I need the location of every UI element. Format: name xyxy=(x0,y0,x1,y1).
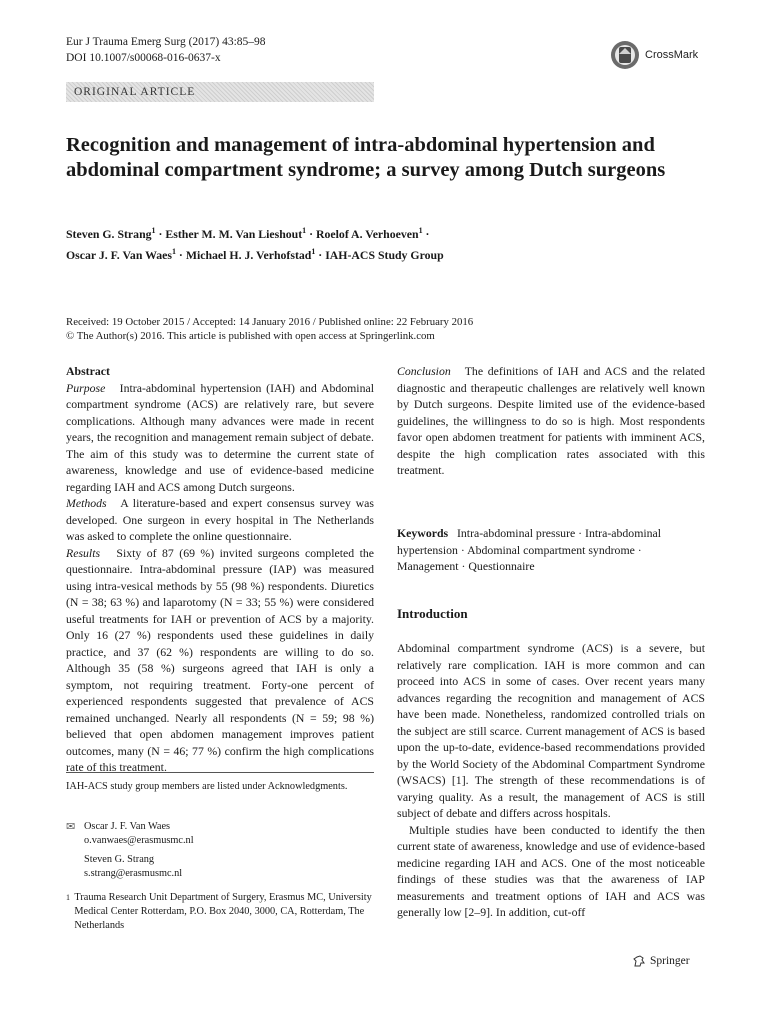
keywords xyxy=(397,525,705,575)
keywords-text: Intra-abdominal pressure · Intra-abdominal hypertension · Abdominal compartment syndrome · Management · Questionnaire xyxy=(397,526,662,573)
author-separator: · xyxy=(175,247,186,262)
methods-label: Methods xyxy=(66,496,107,510)
author-list xyxy=(66,222,706,264)
dates-line: Received: 19 October 2015 / Accepted: 14 January 2016 / Published online: 22 February 2016 xyxy=(66,316,474,328)
abstract-left-column xyxy=(66,363,374,774)
author-line-2 xyxy=(66,243,706,264)
author-line-1 xyxy=(66,222,706,243)
publisher-name: Springer xyxy=(650,955,690,967)
intro-paragraph-1: Abdominal compartment syndrome (ACS) is a severe, but relatively rare complication. IAH is more common and can proceed into ACS in some of cases. Over recent years many advances regarding the recognition and management of ACS have been made. Nonetheless, randomized controlled trials on the subject are still scarce. Current management of ACS is based upon the up-to-date, evidence-based recommendations provided by the World Society of the Abdominal Compartment Syndrome (WSACS) [1]. The strength of these recommendations is of varying quality. As a result, the management of ACS is still subject of debate and differs across hospitals. xyxy=(397,641,705,820)
footnote-divider xyxy=(66,772,374,773)
springer-horse-icon xyxy=(632,954,646,968)
article-type-banner: ORIGINAL ARTICLE xyxy=(66,82,374,102)
author-name[interactable]: Oscar J. F. Van Waes xyxy=(66,247,172,262)
author-separator: · xyxy=(155,226,166,241)
conclusion-label: Conclusion xyxy=(397,364,451,378)
author-name[interactable]: Esther M. M. Van Lieshout xyxy=(165,226,303,241)
study-group-note: IAH-ACS study group members are listed under Acknowledgments. xyxy=(66,781,348,792)
introduction-heading: Introduction xyxy=(397,606,468,621)
abstract-methods xyxy=(66,495,374,545)
intro-paragraph-2: Multiple studies have been conducted to identify the then current state of awareness, knowledge and use of evidence-based medicine regarding IAH and ACS. One of the most noticeable findings of these studies was that the awareness of IAP measurements and treatment options of IAH and ACS was generally low [2–9]. In addition, cut-off xyxy=(397,822,705,919)
author-name[interactable]: Michael H. J. Verhofstad xyxy=(185,247,312,262)
corresponding-author-1 xyxy=(66,820,374,834)
affiliation xyxy=(66,891,374,933)
author-name[interactable]: Roelof A. Verhoeven xyxy=(316,226,419,241)
publication-dates xyxy=(66,315,706,343)
introduction-body xyxy=(397,640,705,921)
author-separator: · xyxy=(422,226,430,241)
crossmark-icon xyxy=(610,40,640,70)
license-line: © The Author(s) 2016. This article is published with open access at Springerlink.com xyxy=(66,330,435,342)
abstract-heading: Abstract xyxy=(66,364,110,378)
correspondence-block xyxy=(66,820,374,881)
abstract-purpose xyxy=(66,380,374,496)
journal-citation: Eur J Trauma Emerg Surg (2017) 43:85–98 xyxy=(66,36,266,48)
author-name[interactable]: Steven G. Strang xyxy=(66,226,152,241)
author-name[interactable]: IAH-ACS Study Group xyxy=(325,247,444,262)
author-affil-sup: 1 xyxy=(151,226,156,235)
corr-name: Steven G. Strang xyxy=(84,854,155,865)
affil-text: Trauma Research Unit Department of Surgery, Erasmus MC, University Medical Center Rotterdam, P.O. Box 2040, 3000, CA, Rotterdam, The Netherlands xyxy=(74,892,372,931)
crossmark-badge[interactable] xyxy=(610,40,698,70)
abstract-conclusion xyxy=(397,363,705,479)
results-text: Sixty of 87 (69 %) invited surgeons completed the questionnaire. Intra-abdominal pressure (IAP) was measured using intra-vesical methods by 55 (98 %) respondents. Diuretics (N = 38; 63 %) and laparotomy (N = 33; 55 %) were considered useful treatments for IAH or prevention of ACS by a majority. Only 16 (27 %) respondents used these guidelines in daily practice, and 37 (62 %) respondents are willing to do so. Although 35 (58 %) surgeons agreed that IAH is only a symptom, not requiring treatment. Forty-one percent of experienced respondents suggested that prevalence of ACS remained unchanged. Nearly all respondents (N = 59; 98 %) believed that open abdomen management improves patient outcomes, many (N = 46; 77 %) confirm the high complications rate of this treatment. xyxy=(66,545,374,774)
purpose-text: Intra-abdominal hypertension (IAH) and Abdominal compartment syndrome (ACS) are relatively rare, but severe complications. Although many advances were made in recent years, the recognition and management remain subject of debate. The aim of this study was to determine the current state of awareness, knowledge and use of evidence-based medicine regarding IAH and ACS among Dutch surgeons. xyxy=(66,380,374,494)
purpose-label: Purpose xyxy=(66,380,106,395)
author-separator: · xyxy=(306,226,316,241)
conclusion-text: The definitions of IAH and ACS and the related diagnostic and therapeutic challenges are relatively well known by Dutch surgeons. Despite limited use of the evidence-based guidelines, the willingness to do so is high. Most respondents favor open abdomen treatment for patients with imminent ACS, despite the high complication rates associated with this treatment. xyxy=(397,364,705,477)
corr-email[interactable]: s.strang@erasmusmc.nl xyxy=(84,868,183,879)
crossmark-label: CrossMark xyxy=(645,49,699,61)
keywords-heading: Keywords xyxy=(397,526,449,540)
publisher-logo xyxy=(632,954,690,968)
results-label: Results xyxy=(66,545,101,560)
doi[interactable]: DOI 10.1007/s00068-016-0637-x xyxy=(66,52,221,64)
abstract-right-column xyxy=(397,363,705,479)
author-affil-sup: 1 xyxy=(311,246,316,256)
affil-number: 1 xyxy=(66,893,70,902)
abstract-results xyxy=(66,545,374,774)
author-affil-sup: 1 xyxy=(302,226,307,235)
author-affil-sup: 1 xyxy=(171,246,176,256)
corr-name: Oscar J. F. Van Waes xyxy=(84,821,171,832)
author-affil-sup: 1 xyxy=(418,226,423,235)
methods-text: A literature-based and expert consensus survey was developed. One surgeon in every hospital in The Netherlands was asked to complete the online questionnaire. xyxy=(66,496,374,543)
envelope-icon: ✉ xyxy=(66,821,76,833)
journal-header xyxy=(66,34,266,66)
corr-email[interactable]: o.vanwaes@erasmusmc.nl xyxy=(84,835,194,846)
author-separator: · xyxy=(315,247,326,262)
article-title: Recognition and management of intra-abdominal hypertension and abdominal compartment syndrome; a survey among Dutch surgeons xyxy=(66,134,666,181)
